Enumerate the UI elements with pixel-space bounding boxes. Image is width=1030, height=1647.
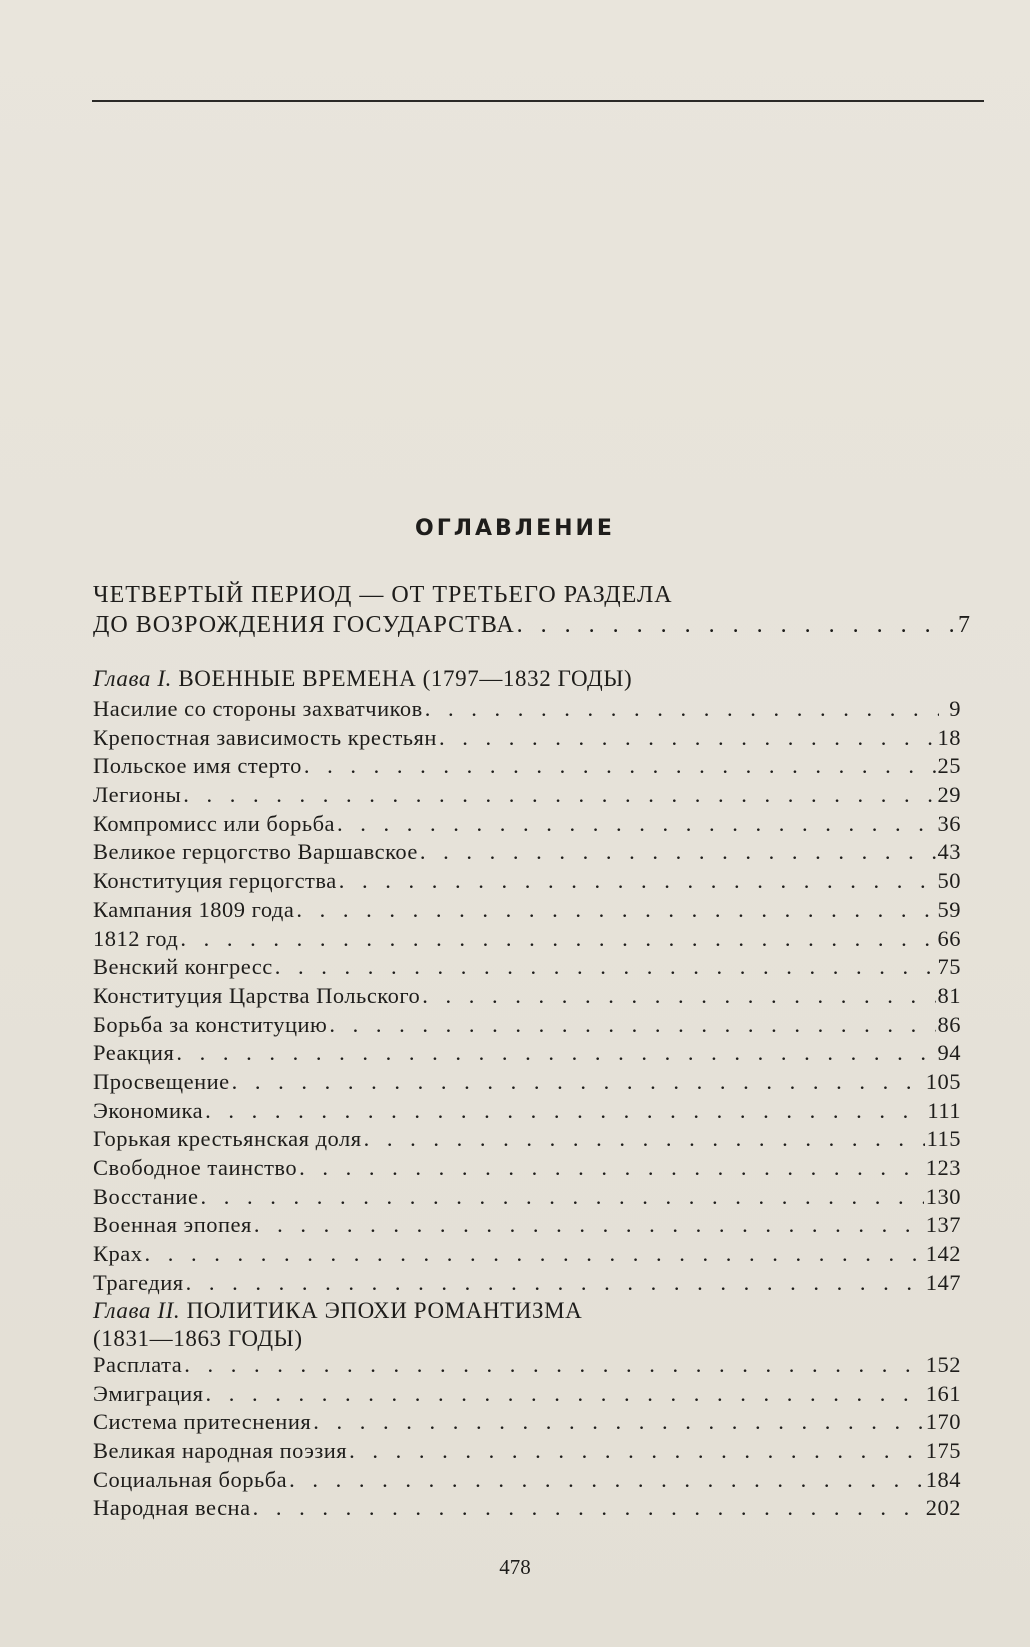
toc-entry [93, 1098, 961, 1127]
toc-entry [93, 1381, 961, 1410]
toc-entry-page: 147 [925, 1269, 961, 1295]
period-heading-line2-row [93, 610, 971, 640]
toc-entry-title: Конституция герцогства [93, 868, 337, 894]
page-title: ОГЛАВЛЕНИЕ [415, 516, 615, 541]
toc-entry-title: Просвещение [93, 1068, 230, 1094]
toc-entry [93, 1241, 961, 1270]
toc-entry-page: 202 [925, 1495, 961, 1521]
dot-leader [420, 839, 936, 865]
chapter-1-heading [93, 665, 632, 693]
dot-leader [275, 954, 936, 980]
toc-entry-title: Великая народная поэзия [93, 1438, 348, 1464]
period-heading-line2: ДО ВОЗРОЖДЕНИЯ ГОСУДАРСТВА [93, 612, 515, 638]
toc-entry [93, 753, 961, 782]
toc-entry-title: Компромисс или борьба [93, 810, 336, 836]
toc-entry-page: 170 [925, 1409, 961, 1435]
dot-leader [184, 1352, 923, 1378]
toc-entry-page: 130 [925, 1183, 961, 1209]
toc-entry-title: Расплата [93, 1352, 183, 1377]
toc-entry-title: Свободное таинство [93, 1155, 298, 1180]
toc-entry-page: 184 [925, 1466, 961, 1492]
dot-leader [517, 610, 956, 640]
toc-entry [93, 954, 961, 983]
dot-leader [180, 926, 935, 952]
dot-leader [296, 897, 935, 923]
toc-entry [93, 1069, 961, 1098]
toc-entry [93, 897, 961, 926]
period-page-number: 7 [958, 612, 971, 638]
toc-entry [93, 868, 961, 897]
toc-entry-title: Борьба за конституцию [93, 1011, 328, 1037]
toc-entry-title: Кампания 1809 года [93, 896, 295, 922]
dot-leader [289, 1467, 924, 1493]
toc-entry-page: 115 [926, 1126, 961, 1152]
toc-entry [93, 782, 961, 811]
toc-entry [93, 1467, 961, 1496]
toc-entry [93, 1184, 961, 1213]
toc-entry-title: Восстание [93, 1183, 199, 1209]
toc-entry-title: 1812 год [93, 925, 179, 951]
toc-entry-title: Польское имя стерто [93, 753, 302, 779]
toc-entry [93, 1495, 961, 1524]
toc-entry-title: Насилие со стороны захватчиков [93, 696, 423, 721]
toc-entry-title: Венский конгресс [93, 954, 273, 980]
toc-entry [93, 1438, 961, 1467]
toc-entry-page: 43 [937, 839, 961, 865]
toc-entry-page: 152 [925, 1352, 961, 1377]
toc-entry-title: Конституция Царства Польского [93, 982, 421, 1008]
dot-leader [299, 1155, 924, 1181]
dot-leader [439, 725, 936, 751]
dot-leader [176, 1040, 935, 1066]
period-heading-line1: ЧЕТВЕРТЫЙ ПЕРИОД — ОТ ТРЕТЬЕГО РАЗДЕЛА [93, 582, 673, 608]
chapter-2-heading [93, 1297, 582, 1353]
toc-entry-title: Эмиграция [93, 1380, 204, 1406]
toc-entry [93, 811, 961, 840]
chapter-2-entries [93, 1352, 961, 1524]
top-rule [92, 100, 984, 102]
toc-entry [93, 839, 961, 868]
dot-leader [183, 782, 935, 808]
dot-leader [206, 1381, 924, 1407]
toc-entry [93, 1270, 961, 1299]
toc-entry-title: Крах [93, 1241, 143, 1267]
toc-entry-title: Социальная борьба [93, 1466, 288, 1492]
chapter-1-title: ВОЕННЫЕ ВРЕМЕНА (1797—1832 ГОДЫ) [178, 666, 633, 691]
toc-entry-title: Система притеснения [93, 1409, 312, 1435]
toc-entry-page: 81 [937, 982, 961, 1008]
period-heading [93, 580, 971, 640]
dot-leader [313, 1409, 924, 1435]
dot-leader [205, 1098, 925, 1124]
toc-entry-title: Горькая крестьянская доля [93, 1126, 362, 1152]
toc-entry-page: 18 [937, 724, 961, 750]
dot-leader [186, 1270, 924, 1296]
chapter-1-entries [93, 696, 961, 1298]
chapter-2-heading-line1 [93, 1297, 582, 1325]
dot-leader [339, 868, 936, 894]
toc-entry-page: 137 [925, 1212, 961, 1238]
toc-entry [93, 1012, 961, 1041]
toc-entry [93, 1040, 961, 1069]
page-number: 478 [499, 1555, 531, 1579]
toc-entry-title: Военная эпопея [93, 1212, 252, 1238]
toc-entry-page: 161 [925, 1380, 961, 1406]
toc-entry [93, 696, 961, 725]
chapter-1-label: Глава I. [93, 666, 172, 691]
toc-entry-title: Народная весна [93, 1495, 251, 1521]
dot-leader [145, 1241, 924, 1267]
chapter-2-label: Глава II. [93, 1298, 181, 1323]
toc-entry-title: Великое герцогство Варшавское [93, 839, 418, 865]
chapter-2-title-line1: ПОЛИТИКА ЭПОХИ РОМАНТИЗМА [186, 1298, 583, 1323]
toc-entry-page: 29 [937, 782, 961, 808]
toc-entry-page: 123 [925, 1155, 961, 1180]
dot-leader [364, 1126, 925, 1152]
dot-leader [253, 1495, 924, 1521]
toc-entry-title: Крепостная зависимость крестьян [93, 724, 437, 750]
toc-entry [93, 1409, 961, 1438]
dot-leader [422, 983, 935, 1009]
toc-entry-page: 94 [937, 1040, 961, 1066]
dot-leader [425, 696, 939, 722]
toc-entry-page: 9 [949, 696, 961, 721]
toc-entry [93, 725, 961, 754]
toc-entry-page: 36 [937, 810, 961, 836]
chapter-2-title-line2: (1831—1863 ГОДЫ) [93, 1326, 303, 1351]
dot-leader [329, 1012, 935, 1038]
toc-entry-page: 105 [925, 1068, 961, 1094]
toc-entry-title: Реакция [93, 1040, 175, 1066]
toc-entry-page: 86 [937, 1011, 961, 1037]
toc-entry-page: 111 [927, 1097, 961, 1123]
toc-entry [93, 926, 961, 955]
toc-entry-page: 59 [937, 896, 961, 922]
toc-entry-title: Экономика [93, 1097, 204, 1123]
toc-entry [93, 1212, 961, 1241]
dot-leader [232, 1069, 924, 1095]
toc-entry-page: 50 [937, 868, 961, 894]
dot-leader [304, 753, 936, 779]
toc-entry-page: 142 [925, 1241, 961, 1267]
toc-entry-page: 75 [937, 954, 961, 980]
toc-entry [93, 1126, 961, 1155]
dot-leader [254, 1212, 924, 1238]
dot-leader [337, 811, 935, 837]
toc-entry-title: Легионы [93, 782, 182, 808]
toc-entry [93, 1352, 961, 1381]
dot-leader [200, 1184, 923, 1210]
toc-entry [93, 1155, 961, 1184]
toc-entry-title: Трагедия [93, 1269, 184, 1295]
dot-leader [349, 1438, 924, 1464]
toc-entry-page: 25 [937, 753, 961, 779]
toc-entry-page: 66 [937, 925, 961, 951]
toc-entry-page: 175 [925, 1438, 961, 1464]
toc-entry [93, 983, 961, 1012]
